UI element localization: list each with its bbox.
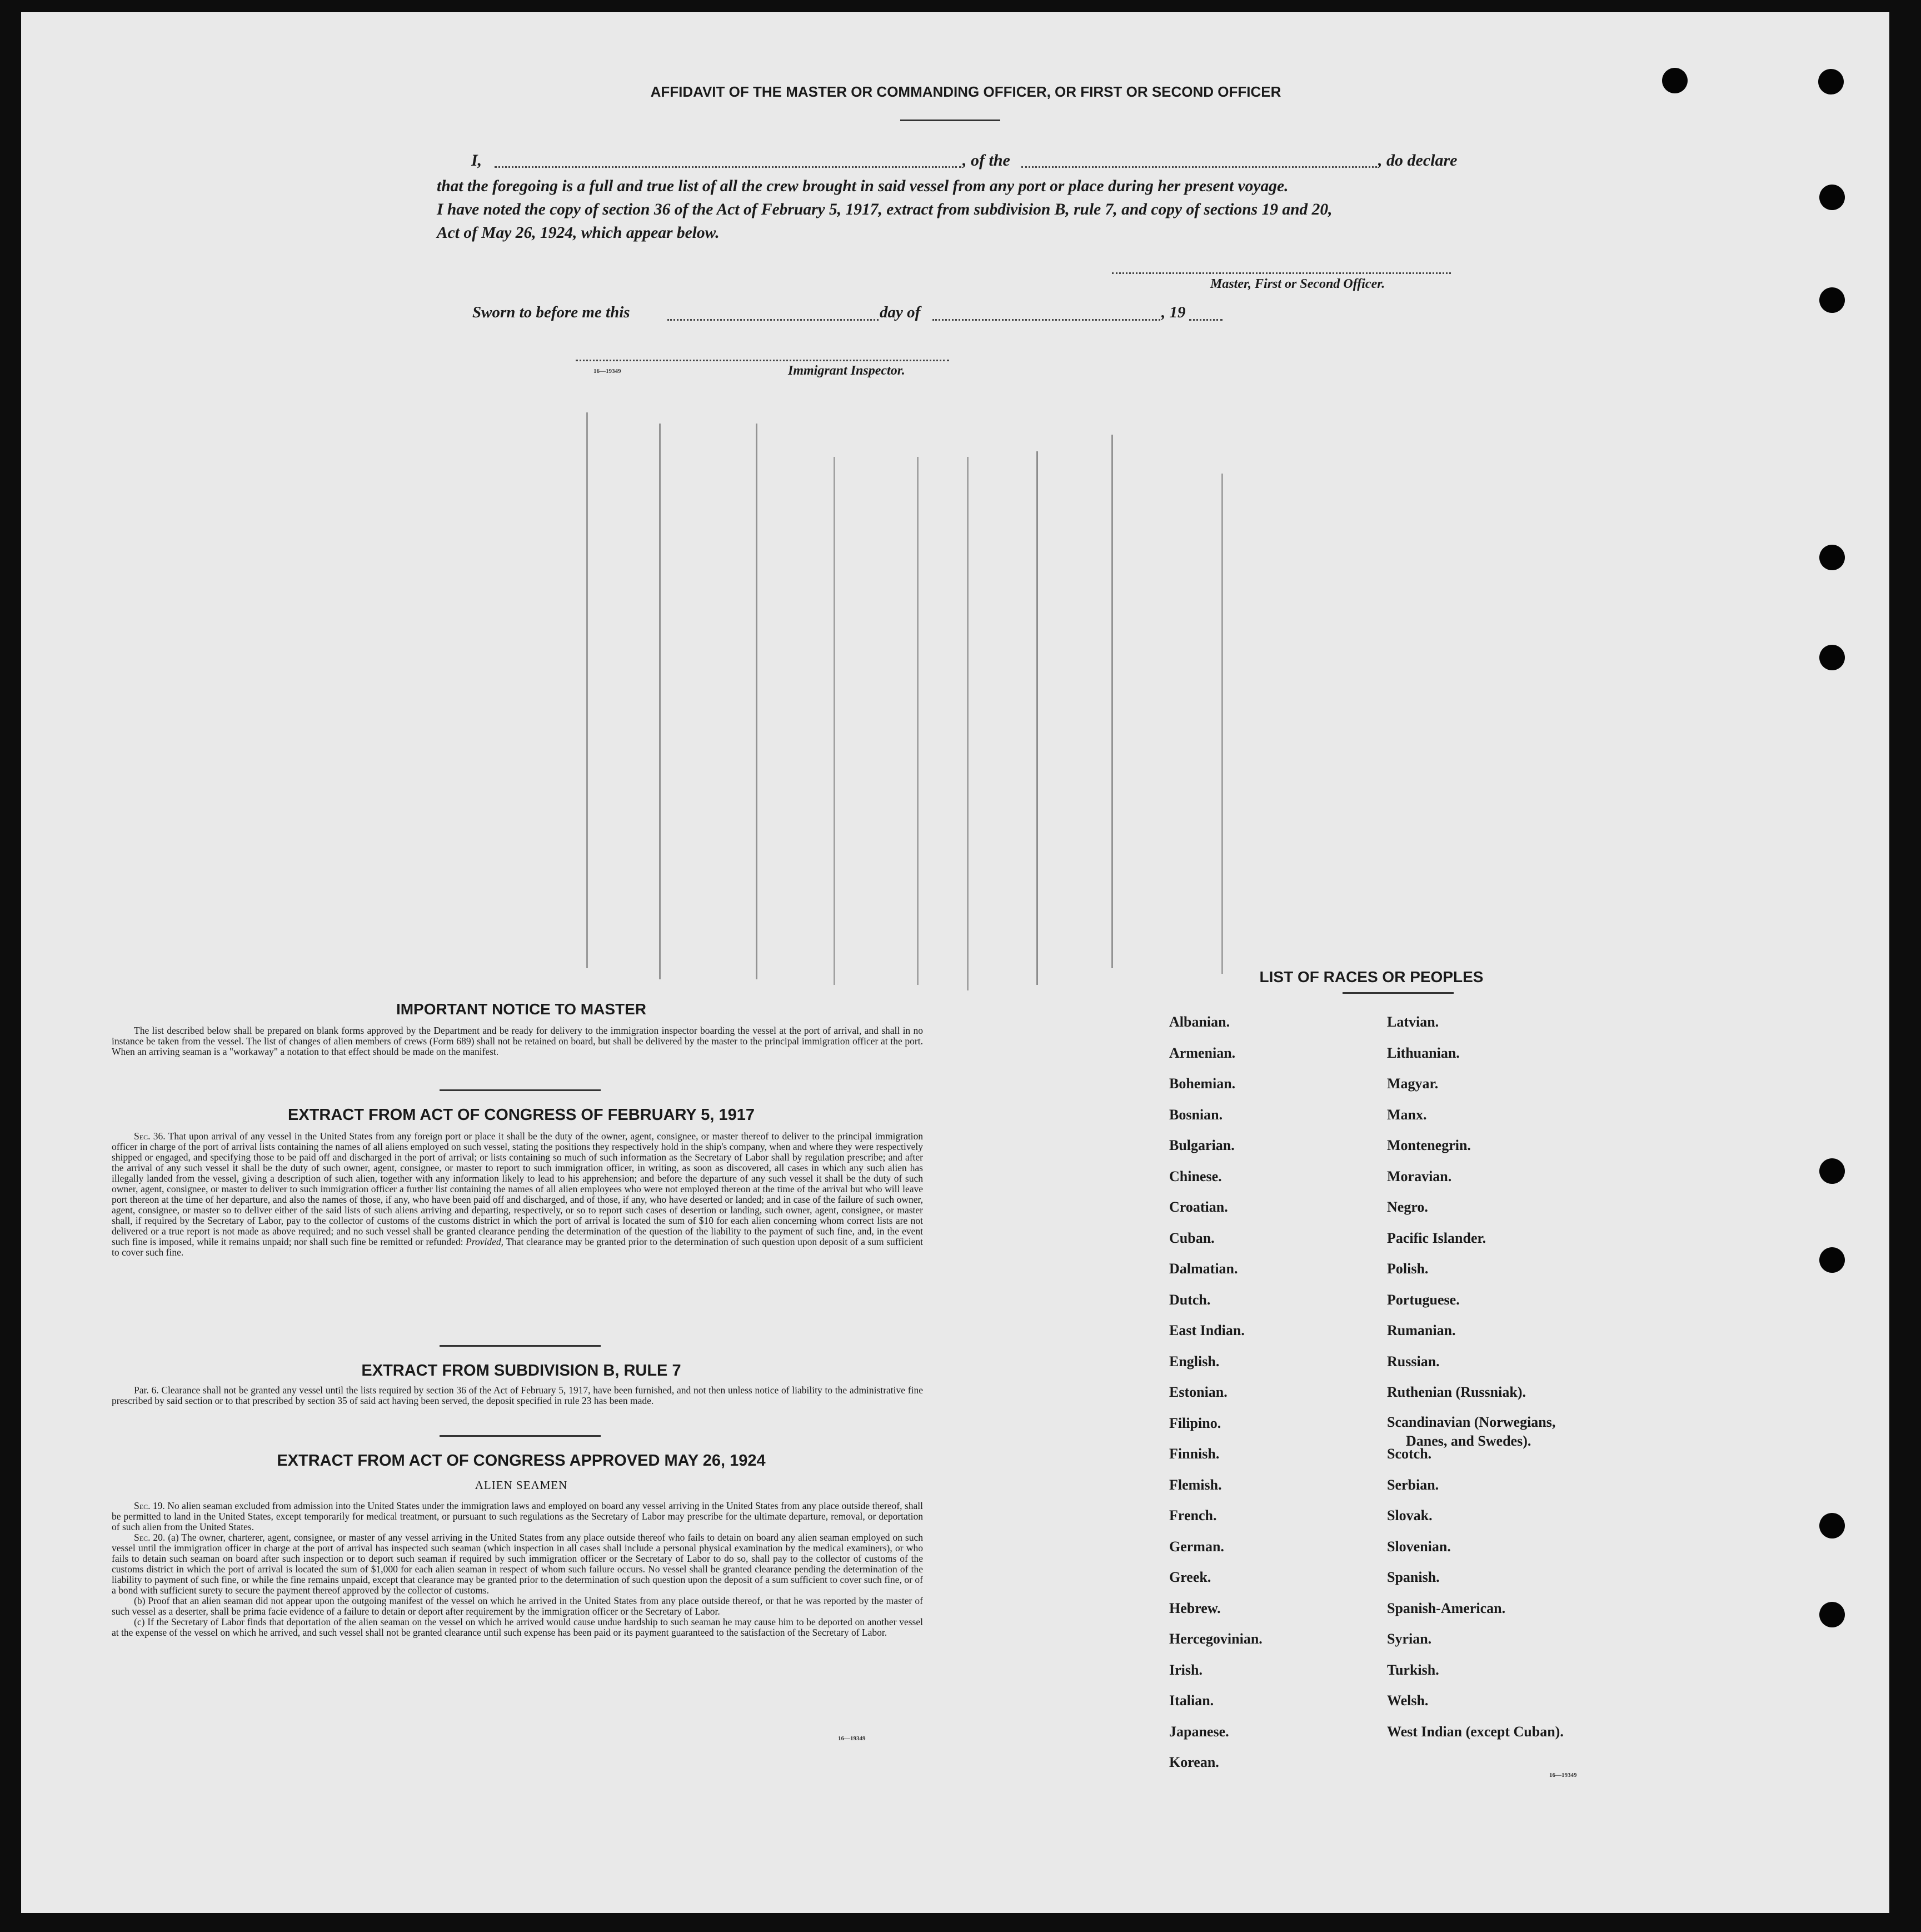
punch-hole (1819, 1158, 1845, 1184)
notice-title: IMPORTANT NOTICE TO MASTER (396, 1000, 647, 1018)
races-title: LIST OF RACES OR PEOPLES (1259, 968, 1484, 985)
master-signature-label: Master, First or Second Officer. (1210, 277, 1385, 291)
statement-line-1: that the foregoing is a full and true list of all the crew brought in said vessel from any port or place during her present voyage. (437, 177, 1289, 195)
race-item: Syrian. (1387, 1631, 1432, 1647)
sec-20b-text: (b) Proof that an alien seaman did not appear upon the outgoing manifest of the vessel on which he arrived in the United States from any place outside thereof, or that he was reported by the master of such vessel as a deserter, shall be prima facie evidence of a failure to detain or deport after requirement by the immigration officer or the Secretary of Labor. (112, 1595, 923, 1617)
section-divider (440, 1089, 601, 1091)
master-signature-line[interactable] (1112, 272, 1451, 274)
race-item: Rumanian. (1387, 1322, 1456, 1338)
extract-rule7-title: EXTRACT FROM SUBDIVISION B, RULE 7 (361, 1362, 681, 1380)
race-item: Dalmatian. (1169, 1261, 1238, 1277)
punch-hole (1819, 1602, 1845, 1627)
affidavit-statement (437, 175, 1493, 245)
race-item: Korean. (1169, 1754, 1219, 1770)
title-divider (900, 119, 1000, 121)
provided-label: Provided, (466, 1236, 503, 1247)
race-item: Slovenian. (1387, 1538, 1451, 1555)
sworn-label: Sworn to before me this (472, 303, 630, 321)
sec-20-label: Sec. 20. (134, 1532, 166, 1543)
sec-36-text-end: That clearance may be granted prior to the determination of such question upon deposit of a sum sufficient to cover such fine. (112, 1236, 924, 1258)
race-item: Croatian. (1169, 1199, 1228, 1215)
inspector-signature-line[interactable] (576, 360, 949, 361)
race-item: Magyar. (1387, 1075, 1439, 1092)
affidavit-title: AFFIDAVIT OF THE MASTER OR COMMANDING OFFICER, OR FIRST OR SECOND OFFICER (650, 83, 1281, 100)
race-item: Estonian. (1169, 1384, 1228, 1400)
sec-19-paragraph (112, 1501, 923, 1532)
punch-hole (1818, 69, 1844, 94)
alien-seamen-subtitle: ALIEN SEAMEN (475, 1478, 568, 1492)
race-item: Ruthenian (Russniak). (1387, 1384, 1526, 1400)
race-item: Polish. (1387, 1261, 1429, 1277)
race-item: Hercegovinian. (1169, 1631, 1263, 1647)
race-item: Italian. (1169, 1692, 1214, 1709)
race-item: Turkish. (1387, 1661, 1439, 1678)
extract-rule7-text: Par. 6. Clearance shall not be granted any vessel until the lists required by section 36 of the Act of February 5, 1917, have been furnished, and not then unless notice of liability to the administrative fine prescribed by said section or to that prescribed by section 35 of said act having been served, the deposit specified in rule 23 has been made. (112, 1385, 923, 1406)
race-item: Bulgarian. (1169, 1137, 1235, 1153)
extract-1924-title: EXTRACT FROM ACT OF CONGRESS APPROVED MAY 26, 1924 (277, 1452, 766, 1470)
affidavit-form-number: 16—19349 (593, 368, 621, 375)
punch-hole (1819, 645, 1845, 670)
year-label: , 19 (1161, 303, 1186, 321)
sec-36-text: That upon arrival of any vessel in the United States from any foreign port or place it shall be the duty of the owner, agent, consignee, or master thereof to deliver to the principal immigration officer in charge of the port of arrival lists containing the names of all aliens employed on such vessel, stating the positions they respectively hold in the ship's company, when and where they were respectively shipped or engaged, and specifying those to be paid off and discharged in the port of arrival; or lists containing so much of such information as the Secretary of Labor shall by regulation prescribe; and after the arrival of any such vessel it shall be the duty of such owner, agent, consignee, or master to report to such immigration officer, in writing, as soon as discovered, all cases in which any such alien has illegally landed from the vessel, giving a description of such alien, together with any information likely to lead to his apprehension; and before the departure of any such vessel it shall be the duty of such owner, agent, consignee, or master to deliver to such immigration officer a further list containing the names of all alien employees who were not employed thereon at the time of the arrival but who will leave port thereon at the time of her departure, and also the names of those, if any, who have been paid off and discharged, and of those, if any, who have deserted or landed; and in case of the failure of such owner, agent, consignee, or master so to deliver either of the said lists of such aliens arriving and departing, respectively, or so to report such cases of desertion or landing, such owner, agent, consignee, or master shall, if required by the Secretary of Labor, pay to the collector of customs of the customs district in which the port of arrival is located the sum of $10 for each alien concerning whom correct lists are not delivered or a true report is not made as above required; and no such vessel shall be granted clearance pending the determination of the question of the liability to the payment of such fine, and, in the event such fine is imposed, while it remains unpaid; nor shall such fine be remitted or refunded: (112, 1131, 923, 1247)
race-item: Greek. (1169, 1569, 1211, 1585)
race-item: Bosnian. (1169, 1106, 1223, 1123)
sec-19-text: No alien seaman excluded from admission into the United States under the immigration laws and employed on board any vessel arriving in the United States from any place outside thereof, shall be permitted to land in the United States, except temporarily for medical treatment, or pursuant to such regulations as the Secretary of Labor may prescribe for the ultimate departure, removal, or deportation of such alien from the United States. (112, 1500, 924, 1532)
race-item: Cuban. (1169, 1229, 1215, 1246)
punch-hole (1819, 1513, 1845, 1538)
race-item: Chinese. (1169, 1168, 1222, 1184)
statement-line-3: Act of May 26, 1924, which appear below. (437, 224, 720, 242)
punch-hole (1662, 68, 1688, 93)
races-divider (1343, 992, 1454, 994)
faint-column-rule (967, 457, 969, 990)
race-item: Moravian. (1387, 1168, 1452, 1184)
extract-1924-text (112, 1501, 923, 1638)
punch-hole (1819, 287, 1845, 313)
punch-hole (1819, 185, 1845, 210)
race-item: German. (1169, 1538, 1224, 1555)
faint-column-rule (1036, 451, 1038, 985)
sec-20a-text: (a) The owner, charterer, agent, consignee, or master of any vessel arriving in the United States from any place outside thereof who fails to detain on board any alien seaman employed on such vessel until the immigration officer in charge at the port of arrival has inspected such seaman (which inspection in all cases shall include a personal physical examination by the medical examiners), or who fails to detain such seaman on board after such inspection or to deport such seaman if required by such immigration officer or the Secretary of Labor to do so, shall pay to the collector of customs of the customs district in which the port of arrival is located the sum of $1,000 for each alien seaman in respect of whom such failure occurs. No vessel shall be granted clearance pending the determination of the liability to payment of such fine, or while the fine remains unpaid, except that clearance may be granted prior to the determination of such question upon the deposit of a sum sufficient to cover such fine, or of a bond with sufficient surety to secure the payment thereof approved by the collector of customs. (112, 1532, 923, 1596)
sec-20c-text: (c) If the Secretary of Labor finds that deportation of the alien seaman on the vessel on which he arrived would cause undue hardship to such seaman he may cause him to be deported on another vessel at the expense of the vessel on which he arrived, and such vessel shall not be granted clearance until such expense has been paid or its payment guaranteed to the satisfaction of the Secretary of Labor. (112, 1616, 923, 1638)
race-item: Hebrew. (1169, 1600, 1221, 1616)
section-divider (440, 1435, 601, 1437)
extract-1917-text (112, 1131, 923, 1258)
race-item: French. (1169, 1507, 1217, 1523)
race-item: Scotch. (1387, 1446, 1432, 1462)
sec-20a-paragraph (112, 1532, 923, 1596)
race-item: Spanish. (1387, 1569, 1440, 1585)
race-item: Spanish-American. (1387, 1600, 1506, 1616)
extract-1917-title: EXTRACT FROM ACT OF CONGRESS OF FEBRUARY 5, 1917 (287, 1106, 755, 1124)
race-item: Filipino. (1169, 1415, 1221, 1431)
i-label: I, (471, 151, 482, 170)
race-item: Welsh. (1387, 1692, 1429, 1709)
name-field[interactable] (495, 166, 961, 168)
faint-column-rule (756, 424, 757, 979)
races-left-column (1169, 1014, 1353, 1792)
document-page (21, 12, 1889, 1913)
race-item: Slovak. (1387, 1507, 1433, 1523)
race-item: Serbian. (1387, 1476, 1439, 1493)
faint-column-rule (917, 457, 919, 985)
race-item: Negro. (1387, 1199, 1428, 1215)
race-item: Bohemian. (1169, 1075, 1236, 1092)
day-of-label: day of (880, 303, 921, 321)
punch-hole (1819, 1247, 1845, 1273)
faint-column-rule (1111, 435, 1113, 968)
race-item: Irish. (1169, 1661, 1203, 1678)
races-right-column (1387, 1014, 1676, 1792)
statement-line-2: I have noted the copy of section 36 of the Act of February 5, 1917, extract from subdivision B, rule 7, and copy of sections 19 and 20, (437, 201, 1333, 218)
faint-column-rule (659, 424, 661, 979)
race-item: Finnish. (1169, 1446, 1220, 1462)
race-item: Flemish. (1169, 1476, 1222, 1493)
race-item: Pacific Islander. (1387, 1229, 1486, 1246)
inspector-label: Immigrant Inspector. (788, 364, 905, 378)
notice-text: The list described below shall be prepared on blank forms approved by the Department and be ready for delivery to the immigration inspector boarding the vessel at the port of arrival, and shall in no instance be taken from the vessel. The list of changes of alien members of crews (Form 689) shall not be retained on board, but shall be delivered by the master to the principal immigration officer at the port. When an arriving seaman is a "workaway" a notation to that effect should be made on the manifest. (112, 1025, 923, 1057)
sec-36-label: Sec. 36. (134, 1131, 166, 1142)
race-item: Scandinavian (Norwegians, (1387, 1413, 1556, 1430)
section-divider (440, 1345, 601, 1347)
do-declare-label: , do declare (1378, 151, 1458, 170)
race-item: West Indian (except Cuban). (1387, 1723, 1564, 1740)
faint-column-rule (834, 457, 835, 985)
race-item: Latvian. (1387, 1014, 1439, 1030)
race-item: English. (1169, 1353, 1220, 1370)
sec-19-label: Sec. 19. (134, 1500, 165, 1511)
sworn-day-field[interactable] (667, 319, 879, 321)
race-item: Portuguese. (1387, 1291, 1460, 1308)
race-item: Manx. (1387, 1106, 1427, 1123)
race-item: Albanian. (1169, 1014, 1230, 1030)
race-item: Russian. (1387, 1353, 1440, 1370)
vessel-field[interactable] (1021, 166, 1377, 168)
faint-column-rule (1221, 474, 1223, 974)
punch-hole (1819, 545, 1845, 570)
race-item: Dutch. (1169, 1291, 1211, 1308)
race-item: Danes, and Swedes). (1406, 1432, 1531, 1449)
sworn-month-field[interactable] (932, 319, 1160, 321)
race-item: Lithuanian. (1387, 1044, 1460, 1061)
sworn-year-field[interactable] (1189, 319, 1223, 321)
race-item: Montenegrin. (1387, 1137, 1471, 1153)
race-item: Armenian. (1169, 1044, 1236, 1061)
of-the-label: , of the (962, 151, 1010, 170)
race-item: East Indian. (1169, 1322, 1245, 1338)
extract-form-number: 16—19349 (838, 1735, 866, 1742)
faint-column-rule (586, 412, 588, 968)
race-item: Japanese. (1169, 1723, 1229, 1740)
races-form-number: 16—19349 (1549, 1772, 1577, 1779)
